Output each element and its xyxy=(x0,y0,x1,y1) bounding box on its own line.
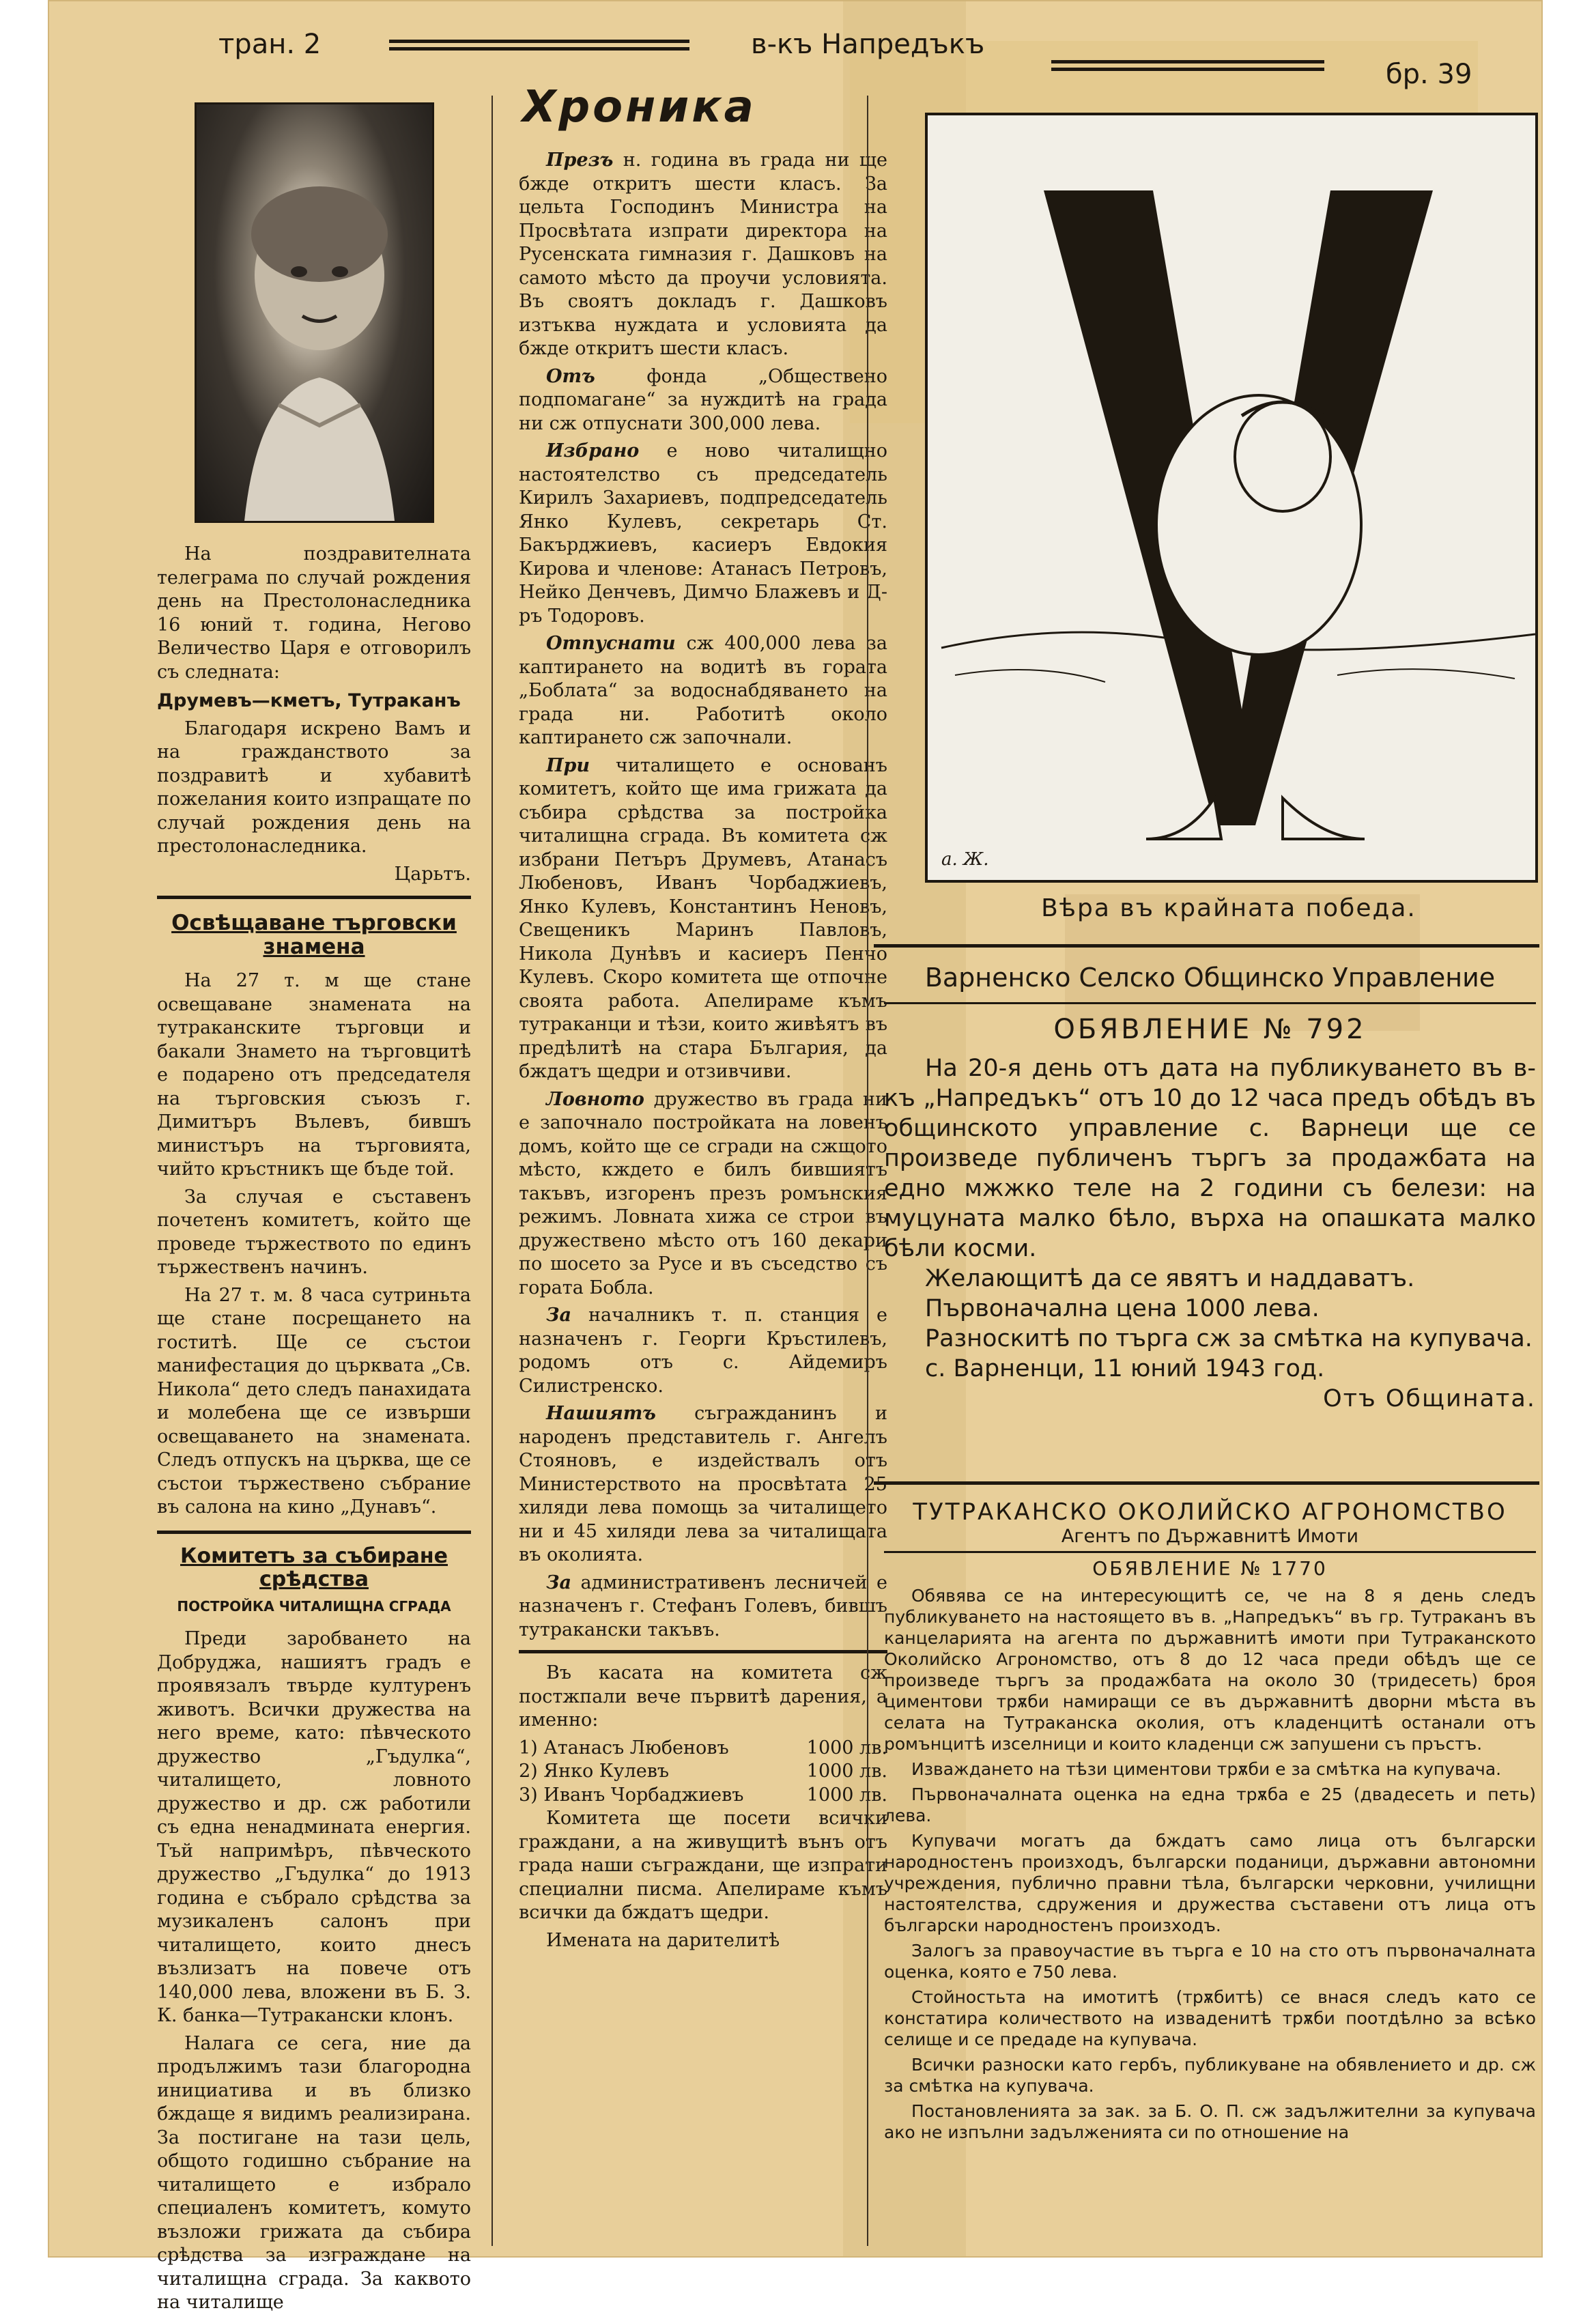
item-lead: Избрано xyxy=(546,440,640,461)
chronicle-item: административенъ лесничей е назначенъ г. Стефанъ Голевъ, бившъ тутракански такъвъ. xyxy=(519,1571,887,1640)
chronicle-item: н. година въ града ни ще бжде откритъ шести класъ. За цельта Господинъ Министра на Просвѣтата изпрати директора на Русенската гимназия г. Дашковъ на самото мѣсто да проучи условията. Въ своятъ докладъ г. Дашковъ изтъква нуждата и условията да бжде откритъ шести класъ. xyxy=(519,150,887,359)
left-column xyxy=(157,543,471,2319)
newspaper-name: в-къ Напредъкъ xyxy=(751,29,985,60)
telegram-body: Благодаря искрено Вамъ и на гражданството за поздравитѣ и хубавитѣ пожелания които изпращате по случай рождения день на престолонаследника. xyxy=(157,717,471,857)
donor-list xyxy=(519,1737,887,1808)
chronicle-item: читалището е основанъ комитетъ, който ще има грижата да събира срѣдства за постройка читалищна сграда. Въ комитета сж избрани Петъръ Друмевъ, Атанасъ Любеновъ, Иванъ Чорбаджиевъ, Янко Кулевъ, Константинъ Неновъ, Свещеникъ Маринъ Павловъ, Никола Дунѣвъ и касиеръ Пенчо Кулевъ. Скоро комитета ще отпочне своята работа. Апелираме къмъ тутраканци и тѣзи, които живѣятъ въ предѣлитѣ на стара България, да бждатъ щедри и отзивчиви. xyxy=(519,754,887,1082)
donor-name: 3) Иванъ Чорбаджиевъ xyxy=(519,1784,744,1806)
donor-amount: 1000 лв. xyxy=(806,1737,887,1759)
notice-line: Желающитѣ да се явятъ и наддаватъ. xyxy=(925,1265,1415,1292)
header-rule-right xyxy=(1051,60,1324,71)
notice-line: Разноскитѣ по търга сж за смѣтка на купувача. xyxy=(925,1325,1533,1352)
portrait-illustration xyxy=(197,104,432,521)
flags-paragraph: За случая е съставенъ почетенъ комитетъ, който ще проведе тържеството по единъ тържественъ начинъ. xyxy=(157,1186,471,1278)
item-lead: Нашиятъ xyxy=(546,1403,656,1424)
victory-cartoon xyxy=(925,113,1538,883)
section-rule xyxy=(874,1481,1539,1485)
committee-paragraph: Преди заробването на Добруджа, нашиятъ градъ е проявязалъ твърде културенъ животъ. Всички дружества на него време, като: пѣвческото дружество „Гъдулка“, читалището, ловното дружество и др. сж работили съ една ненадмината енергия. Тъй напримѣръ, пѣвческото дружество „Гъдулка“ до 1913 година е събрало срѣдства за музикаленъ салонъ при читалището, които днесъ възлизатъ на повече отъ 140,000 лева, вложени въ Б. З. К. банка—Тутракански клонъ. xyxy=(157,1628,471,2026)
flags-paragraph: На 27 т. м. 8 часа сутриньта ще стане посрещането на гоститѣ. Ще се състои манифестация до църквата „Св. Никола“ дето следъ панахидата и молебена ще се извърши освещаването на знамената. Следъ отпускъ на църква, ще се състои тържествено събрание въ салона на кино „Дунавъ“. xyxy=(157,1284,471,1518)
notice-body: На 20-я день отъ дата на публикуването въ в-къ „Напредъкъ“ отъ 10 до 12 часа предъ обѣдъ въ общинското управление с. Варнеци ще се произведе публиченъ търгъ за продажбата на едно мжжко теле на 2 години съ белези: на муцуната малко бѣло, върха на опашката малко бѣли косми. xyxy=(884,1055,1536,1262)
cartoon-drawing xyxy=(928,115,1535,880)
notice-title: ОБЯВЛЕНИЕ № 792 xyxy=(1053,1014,1367,1045)
notice-paragraph: Стойностьта на имотитѣ (трѫбитѣ) се внася следъ като се констатира количеството на изваденитѣ трѫби поотдѣлно за всѣко селище и се предаде на купувача. xyxy=(884,1987,1536,2049)
donor-name: 1) Атанасъ Любеновъ xyxy=(519,1737,729,1759)
page-number: тран. 2 xyxy=(218,29,322,60)
notice-paragraph: Всички разноски като гербъ, публикуване на обявлението и др. сж за смѣтка на купувача. xyxy=(884,2055,1536,2096)
section-rule xyxy=(874,944,1539,948)
notice-title: ОБЯВЛЕНИЕ № 1770 xyxy=(1092,1557,1328,1580)
middle-column xyxy=(519,149,887,1957)
chronicle-item: началникъ т. п. станция е назначенъ г. Георги Кръстилевъ, родомъ отъ с. Айдемиръ Силистренско. xyxy=(519,1305,888,1397)
telegram-signature: Царьтъ. xyxy=(394,863,471,885)
notice-signature: Отъ Общината. xyxy=(1323,1385,1536,1412)
child-portrait xyxy=(195,102,434,523)
chronicle-item: е ново читалищно настоятелство съ председатель Кирилъ Захариевъ, подпредседатель Янко Кулевъ, секретарь Ст. Бакърджиевъ, касиеръ Евдокия Кирова и членове: Атанасъ Петровъ, Нейко Денчевъ, Димчо Блажевъ и Д-ръ Тодоровъ. xyxy=(519,440,887,627)
newspaper-page xyxy=(48,0,1543,2313)
item-lead: За xyxy=(546,1571,571,1593)
chronicle-item: фонда „Обществено подпомагане“ за нуждитѣ на града ни сж отпуснати 300,000 лева. xyxy=(519,365,887,434)
notice-paragraph: Първоначалната оценка на една трѫба е 25 (двадесеть и петь) лева. xyxy=(884,1784,1536,1825)
notice-subtitle: Агентъ по Държавнитѣ Имоти xyxy=(1061,1526,1359,1547)
notice-792 xyxy=(884,963,1536,1414)
donor-name: 2) Янко Кулевъ xyxy=(519,1761,670,1782)
cartoon-signature: а. Ж. xyxy=(941,849,989,870)
item-lead: При xyxy=(546,754,590,776)
notice-rule xyxy=(884,1551,1536,1553)
committee-subtitle: ПОСТРОЙКА ЧИТАЛИЩНА СГРАДА xyxy=(177,1597,451,1614)
chronicle-item: съгражданинъ и народенъ представитель г. Ангелъ Стояновъ, е издействалъ отъ Министерството на просвѣтата 25 хиляди лева помощь за читалището ни и 45 хиляди лева за читалищата въ околията. xyxy=(519,1403,887,1565)
notice-line: Първоначална цена 1000 лева. xyxy=(925,1295,1320,1322)
chronicle-item: сж 400,000 лева за каптирането на водитѣ въ гората „Боблата“ за водоснабдяването на града ни. Работитѣ около каптирането сж започнали. xyxy=(519,633,887,748)
chronicle-title: Хроника xyxy=(522,82,756,132)
item-lead: Отъ xyxy=(546,365,595,387)
committee-paragraph: Налага се сега, ние да продължимъ тази благородна инициатива и въ близко бждаще я видимъ реализирана. За постигане на тази цель, общото годишно събрание на читалището е избрало специаленъ комитетъ, комуто възложи грижата да събира срѣдства за изграждане на читалищна сграда. За каквото на читалище xyxy=(157,2032,471,2313)
donors-paragraph: Комитета ще посети всички граждани, а на живущитѣ вънъ отъ града наши съграждани, ще изпрати специални писма. Апелираме къмъ всички да бждатъ щедри. xyxy=(519,1808,887,1923)
notice-1770 xyxy=(884,1498,1536,2147)
notice-authority: Варненско Селско Общинско Управление xyxy=(924,963,1496,993)
notice-rule xyxy=(884,1002,1536,1004)
notice-paragraph: Изваждането на тѣзи циментови трѫби е за смѣтка на купувача. xyxy=(911,1759,1502,1779)
notice-paragraph: Купувачи могатъ да бждатъ само лица отъ български народностенъ произходъ, български поданици, държавни автономни учреждения, публично правни тѣла, български черковни, училищни настоятелства, сдружения и дружества съставени отъ лица отъ български народностенъ произходъ. xyxy=(884,1831,1536,1935)
section-rule xyxy=(157,1531,471,1534)
notice-text xyxy=(884,1585,1536,2143)
flags-paragraph: На 27 т. м ще стане освещаване знамената на тутраканските търговци и бакали Знамето на търговцитѣ е подарено отъ председателя на търговския съюзъ г. Димитъръ Вълевъ, бившъ министъръ на търговията, чийто кръстникъ ще бъде той. xyxy=(157,970,471,1180)
chronicle-item: дружество въ града ни е започнало постройката на ловенъ домъ, който ще се сгради на сжщото мѣсто, кждето е билъ бившиятъ такъвъ, изгоренъ презъ ромънския режимъ. Ловната хижа се строи въ дружествено мѣсто отъ 160 декари по шосето за Русе и въ съседство съ гората Бобла. xyxy=(519,1088,887,1298)
donor-row xyxy=(519,1737,887,1761)
donor-amount: 1000 лв. xyxy=(806,1784,887,1806)
item-lead: Презъ xyxy=(546,150,614,171)
notice-paragraph: Обявява се на интересующитѣ се, че на 8 я день следъ публикуването на настоящето въ в. „Напредъкъ“ въ гр. Тутраканъ въ канцеларията на агента по държавнитѣ имоти при Тутраканското Околийско Агрономство, отъ 8 до 12 часа преди обѣдъ ще се произведе търгъ за продажбата на около 30 (тридесеть) броя циментови трѫби намиращи се въ държавнитѣ дворни мѣста въ селата на Тутраканска околия, отъ кладенцитѣ останали отъ ромънцитѣ изселници и които кладенци сж запушени съ пръстъ. xyxy=(884,1586,1536,1754)
cartoon-caption: Вѣра въ крайната победа. xyxy=(1041,894,1416,922)
notice-place-date: с. Варненци, 11 юний 1943 год. xyxy=(925,1355,1325,1382)
item-lead: За xyxy=(546,1305,571,1326)
donor-row xyxy=(519,1760,887,1784)
section-rule xyxy=(157,896,471,899)
photo-caption: На поздравителната телеграма по случай рождения день на Престолонаследника 16 юний т. година, Негово Величество Царя е отговорилъ съ следната: xyxy=(157,543,471,683)
flags-title: Освѣщаване търговски знамена xyxy=(171,911,457,959)
notice-paragraph: Залогъ за правоучастие въ търга е 10 на сто отъ първоначалната оценка, която е 750 лева. xyxy=(884,1941,1536,1982)
section-rule xyxy=(519,1650,887,1653)
item-lead: Отпуснати xyxy=(546,633,676,654)
column-divider xyxy=(491,96,493,2246)
donors-intro: Въ касата на комитета сж постжпали вече първитѣ дарения, а именно: xyxy=(519,1662,887,1731)
donor-row xyxy=(519,1784,887,1808)
issue-number: бр. 39 xyxy=(1386,59,1472,90)
header-rule-left xyxy=(389,40,689,51)
column-divider xyxy=(867,96,868,2246)
item-lead: Ловното xyxy=(546,1088,644,1110)
notice-paragraph: Постановленията за зак. за Б. О. П. сж задължителни за купувача ако не изпълни задълженията си по отношение на xyxy=(884,2101,1536,2142)
telegram-address: Друмевъ—кметъ, Тутраканъ xyxy=(157,690,461,711)
donor-amount: 1000 лв. xyxy=(806,1761,887,1782)
donors-paragraph: Имената на дарителитѣ xyxy=(546,1929,780,1951)
committee-title: Комитетъ за събиране срѣдства xyxy=(180,1543,448,1591)
notice-authority: ТУТРАКАНСКО ОКОЛИЙСКО АГРОНОМСТВО xyxy=(913,1498,1507,1526)
